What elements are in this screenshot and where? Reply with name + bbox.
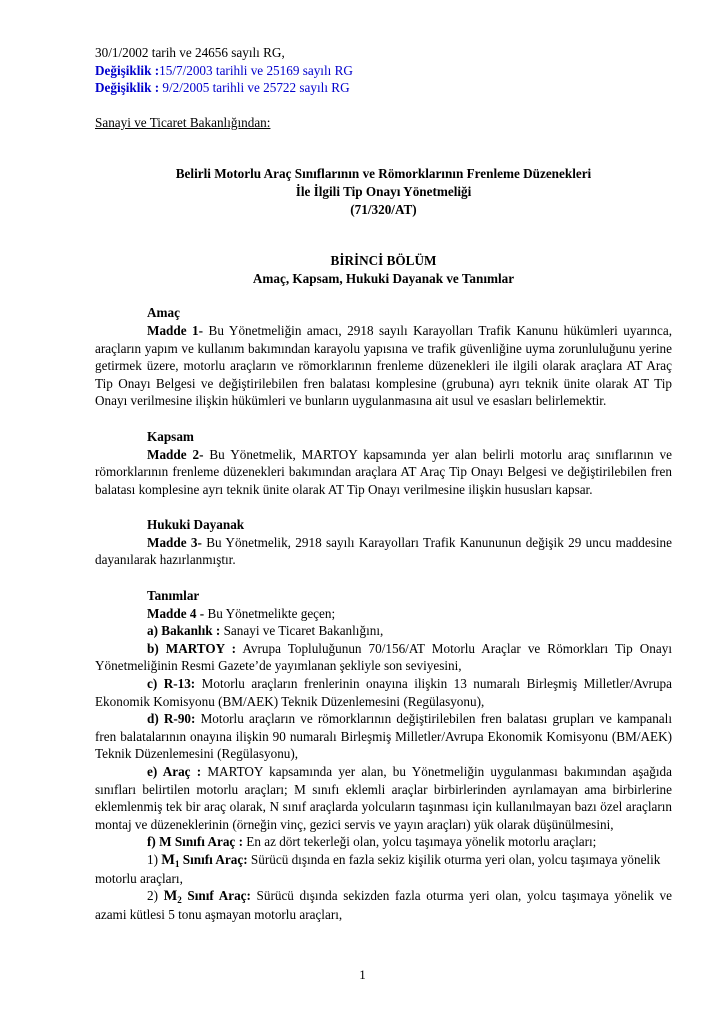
definition-e-text: MARTOY kapsamında yer alan, bu Yönetmeliğin uygulanması bakımından aşağıda sınıfları belirtilen motorlu araçları; M sınıfı eklemli araçlar birbirlerinden ayrılamayan ama birbirlerine eklemlenmiş tek bir araç olarak, N sınıf araçlarda yolcuların taşınması için kullanılmayan bazı özel araçların montaj ve düzeneklerinin (örneğin vinç, gezici servis ve yayın araçları) yük olarak düşünülmesini, bbox=[95, 764, 672, 832]
amendment-1 bbox=[95, 62, 672, 80]
regulation-title-line-3: (71/320/AT) bbox=[350, 201, 417, 217]
definition-e bbox=[95, 763, 672, 833]
amendment-2-text: 9/2/2005 tarihli ve 25722 sayılı RG bbox=[159, 80, 350, 96]
definition-m2-label-rest: Sınıf Araç: bbox=[181, 888, 251, 904]
article-4-body bbox=[95, 605, 672, 623]
article-1-label: Madde 1- bbox=[147, 322, 204, 338]
article-2-label: Madde 2- bbox=[147, 446, 204, 462]
definition-b-label: b) MARTOY : bbox=[147, 640, 237, 656]
definition-a-label: a) Bakanlık : bbox=[147, 623, 221, 639]
article-3-heading: Hukuki Dayanak bbox=[147, 517, 245, 533]
definition-m1-label-rest: Sınıfı Araç: bbox=[179, 851, 248, 867]
definition-m1-subscript: 1 bbox=[174, 858, 180, 869]
document-page bbox=[95, 44, 672, 923]
definition-f bbox=[95, 833, 672, 851]
ministry-line: Sanayi ve Ticaret Bakanlığından: bbox=[95, 114, 271, 130]
definition-m2-label bbox=[164, 888, 251, 904]
article-2-heading: Kapsam bbox=[147, 428, 194, 444]
definition-m1 bbox=[95, 851, 672, 887]
definition-m1-label bbox=[161, 852, 247, 868]
article-2-body bbox=[95, 446, 672, 499]
definition-c-label: c) R-13: bbox=[147, 676, 196, 692]
article-4-text: Bu Yönetmelikte geçen; bbox=[204, 605, 336, 621]
article-4-label: Madde 4 - bbox=[147, 605, 205, 621]
definition-a bbox=[95, 622, 672, 640]
definition-m2-text: Sürücü dışında sekizden fazla oturma yeri olan, yolcu taşımaya yönelik ve azami kütlesi 5 tonu aşmayan motorlu araçları, bbox=[95, 888, 672, 922]
definition-e-label: e) Araç : bbox=[147, 764, 202, 779]
section-title: BİRİNCİ BÖLÜM bbox=[330, 253, 437, 269]
definition-b bbox=[95, 640, 672, 675]
page-number: 1 bbox=[359, 967, 366, 982]
header-reference: 30/1/2002 tarih ve 24656 sayılı RG, bbox=[95, 45, 285, 60]
regulation-title-line-2: İle İlgili Tip Onayı Yönetmeliği bbox=[295, 183, 472, 199]
article-3-text: Bu Yönetmelik, 2918 sayılı Karayolları Trafik Kanununun değişik 29 uncu maddesine dayanılarak hazırlanmıştır. bbox=[95, 534, 672, 568]
regulation-title-line-1: Belirli Motorlu Araç Sınıflarının ve Römorklarının Frenleme Düzenekleri bbox=[175, 166, 592, 182]
article-1-text: Bu Yönetmeliğin amacı, 2918 sayılı Karayolları Trafik Kanunu hükümleri uyarınca, araçların yapım ve kullanım bakımından karayolu yapısına ve trafik güvenliğine uyma zorunluluğunu yerine getirmek üzere, motorlu araçların ve römorklarının frenleme düzenekleri ile ilgili olarak araçlara AT Araç Tip Onayı Belgesi ve değiştirilebilen fren balatası komplesine (grubuna) ayrı teknik ünite olarak AT Tip Onayı verilmesine ilişkin hükümleri ve bunların uygulanmasına ait usul ve esasları belirlemektir. bbox=[95, 322, 672, 409]
definition-m1-letter: M bbox=[161, 851, 175, 868]
definition-f-label: f) M Sınıfı Araç : bbox=[147, 834, 243, 850]
definition-m1-text: Sürücü dışında en fazla sekiz kişilik oturma yeri olan, yolcu taşımaya yönelik motorlu araçları, bbox=[95, 851, 661, 886]
definition-f-text: En az dört tekerleği olan, yolcu taşımaya yönelik motorlu araçları; bbox=[242, 834, 597, 850]
definition-m2-letter: M bbox=[163, 888, 178, 905]
article-1-body bbox=[95, 322, 672, 410]
definition-d bbox=[95, 710, 672, 763]
definition-m2-number: 2) bbox=[147, 888, 164, 904]
definition-a-text: Sanayi ve Ticaret Bakanlığını, bbox=[220, 623, 384, 639]
article-4-heading: Tanımlar bbox=[147, 588, 200, 604]
definition-c bbox=[95, 675, 672, 710]
article-3-label: Madde 3- bbox=[147, 534, 202, 550]
definition-m2 bbox=[95, 887, 672, 923]
definition-m2-subscript: 2 bbox=[177, 895, 182, 906]
definition-d-label: d) R-90: bbox=[147, 711, 196, 727]
article-3-body bbox=[95, 534, 672, 569]
article-1-heading: Amaç bbox=[147, 305, 180, 321]
amendment-2 bbox=[95, 79, 672, 97]
amendment-1-label: Değişiklik : bbox=[95, 62, 160, 78]
section-subtitle: Amaç, Kapsam, Hukuki Dayanak ve Tanımlar bbox=[252, 270, 515, 286]
article-2-text: Bu Yönetmelik, MARTOY kapsamında yer alan belirli motorlu araç sınıflarının ve römorklarının frenleme düzenekleri bakımından araçlara AT Araç Tip Onayı Belgesi ve değiştirilebilen fren balatası komplesine ayrı teknik ünite olarak AT Tip Onayı verilmesine ilişkin hususları kapsar. bbox=[95, 446, 672, 497]
amendment-2-label: Değişiklik : bbox=[95, 80, 160, 96]
definition-m1-number: 1) bbox=[147, 851, 162, 867]
definition-d-text: Motorlu araçların ve römorklarının değiştirilebilen fren balatası grupları ve kampanalı fren balatalarının onayına ilişkin 90 numaralı Birleşmiş Milletler/Avrupa Ekonomik Komisyonu (BM/AEK) Teknik Düzenlemesini (Regülasyonu), bbox=[95, 711, 672, 762]
definition-b-text: Avrupa Topluluğunun 70/156/AT Motorlu Araçlar ve Römorkları Tip Onayı Yönetmeliğinin Resmi Gazete’de yayımlanan şekliyle son seviyesini, bbox=[95, 640, 673, 674]
definition-c-text: Motorlu araçların frenlerinin onayına ilişkin 13 numaralı Birleşmiş Milletler/Avrupa Ekonomik Komisyonu (BM/AEK) Teknik Düzenlemesini (Regülasyonu), bbox=[95, 676, 672, 709]
amendment-1-text: 15/7/2003 tarihli ve 25169 sayılı RG bbox=[159, 62, 353, 78]
